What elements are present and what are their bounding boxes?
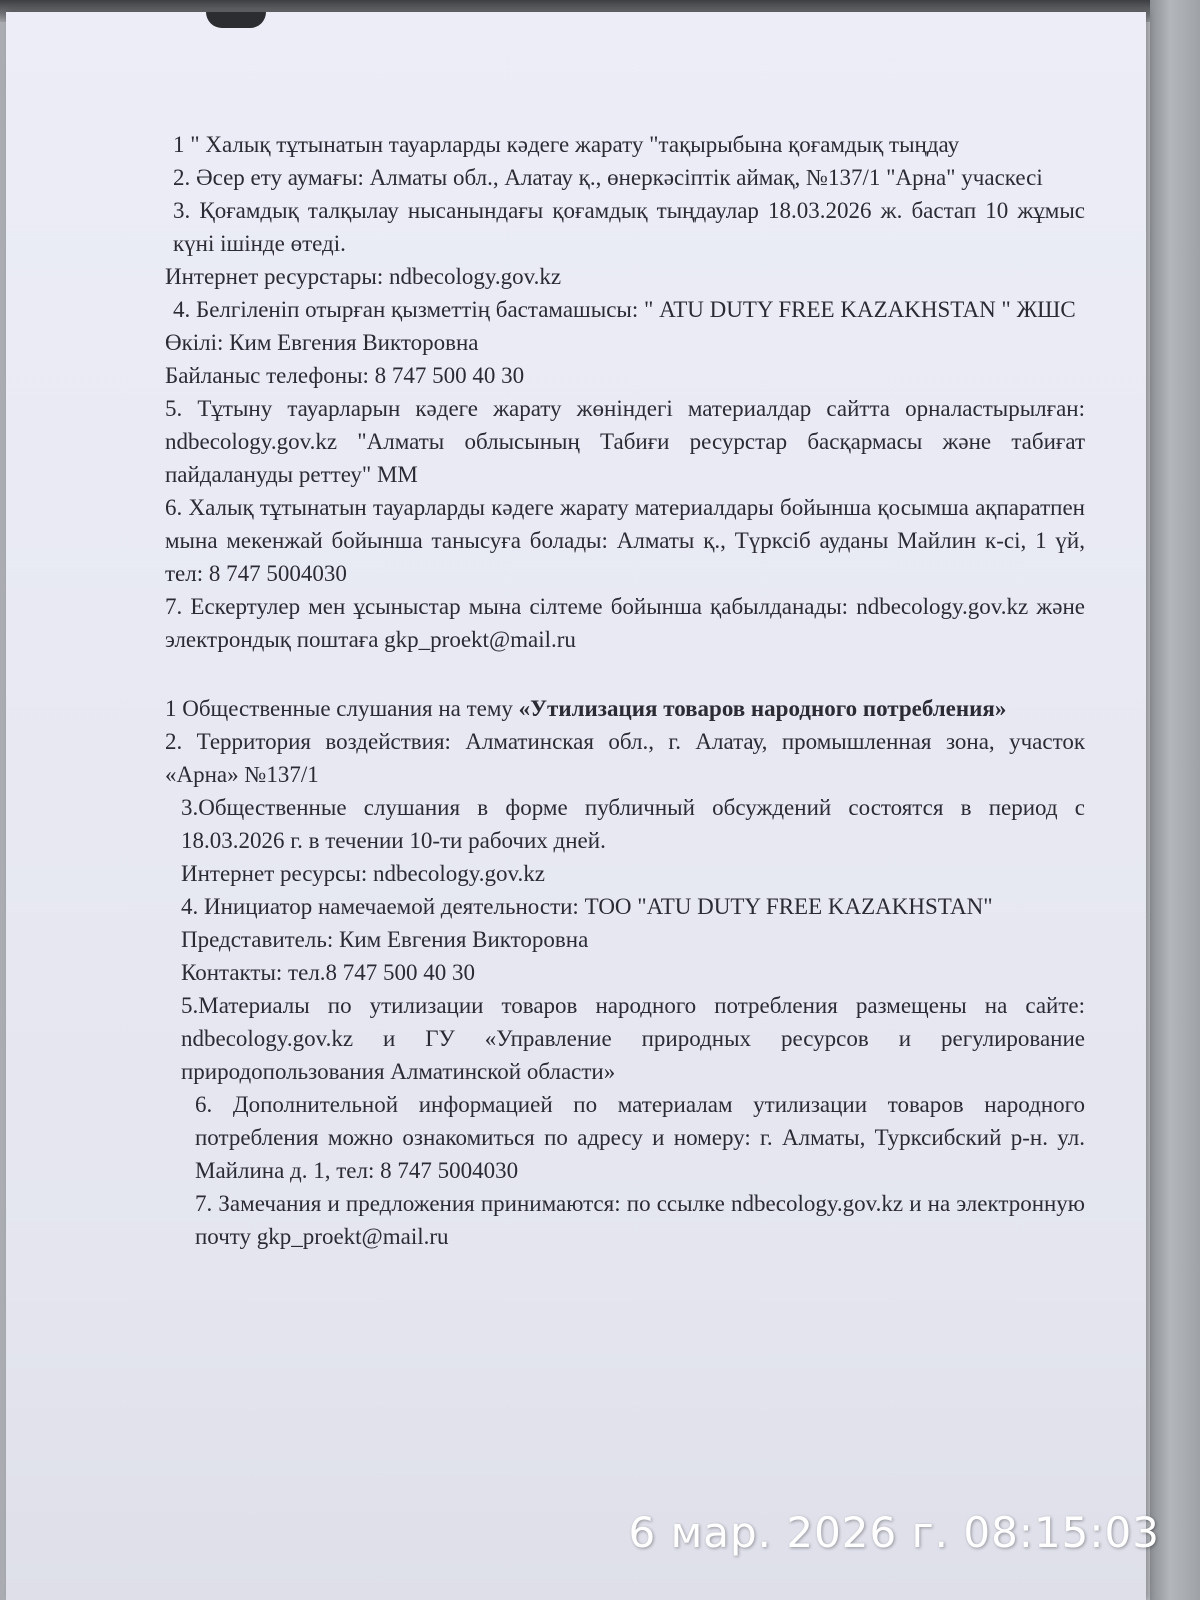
kk-phone: Байланыс телефоны: 8 747 500 40 30: [165, 363, 525, 388]
paper-clip: [206, 12, 266, 28]
kk-item-4: 4. Белгіленіп отырған қызметтің бастамашысы: " ATU DUTY FREE KAZAKHSTAN " ЖШС: [173, 297, 1076, 322]
metal-frame: [1150, 0, 1200, 1600]
photo-timestamp: 6 мар. 2026 г. 08:15:03: [628, 1508, 1160, 1557]
ru-item-1: [165, 692, 1085, 725]
kk-internet-resources: Интернет ресурстары: ndbecology.gov.kz: [165, 264, 562, 289]
kk-item-2: 2. Әсер ету аумағы: Алматы обл., Алатау қ., өнеркәсіптік аймақ, №137/1 "Арна" учаскесі: [173, 165, 1043, 190]
ru-contacts: Контакты: тел.8 747 500 40 30: [181, 960, 476, 985]
ru-item-1-prefix: 1 Общественные слушания на тему: [165, 696, 519, 721]
kk-item-5: 5. Тұтыну тауарларын кәдеге жарату жөніндегі материалдар сайтта орналастырылған: ndbecology.gov.kz "Алматы облысының Табиғи ресурстар басқармасы және табиғат пайдалануды реттеу" ММ: [165, 396, 1085, 487]
ru-representative: Представитель: Ким Евгения Викторовна: [181, 927, 589, 952]
kk-item-1: 1 " Халық тұтынатын тауарларды кәдеге жарату "тақырыбына қоғамдық тыңдау: [173, 132, 960, 157]
ru-item-7: 7. Замечания и предложения принимаются: по ссылке ndbecology.gov.kz и на электронную почту gkp_proekt@mail.ru: [195, 1191, 1085, 1249]
kk-item-6: 6. Халық тұтынатын тауарларды кәдеге жарату материалдары бойынша қосымша ақпаратпен мына мекенжай бойынша танысуға болады: Алматы қ., Түрксіб ауданы Майлин к-сі, 1 үй, тел: 8 747 5004030: [165, 495, 1085, 586]
ru-item-6: 6. Дополнительной информацией по материалам утилизации товаров народного потребления можно ознакомиться по адресу и номеру: г. Алматы, Турксибский р-н. ул. Майлина д. 1, тел: 8 747 5004030: [195, 1092, 1085, 1183]
ru-item-5: 5.Материалы по утилизации товаров народного потребления размещены на сайте: ndbecology.gov.kz и ГУ «Управление природных ресурсов и регулирование природопользования Алматинской области»: [181, 993, 1085, 1084]
kk-item-3: 3. Қоғамдық талқылау нысанындағы қоғамдық тыңдаулар 18.03.2026 ж. бастап 10 жұмыс күні ішінде өтеді.: [173, 198, 1085, 256]
kk-item-7: 7. Ескертулер мен ұсыныстар мына сілтеме бойынша қабылданады: ndbecology.gov.kz және электрондық поштаға gkp_proekt@mail.ru: [165, 594, 1085, 652]
ru-item-4: 4. Инициатор намечаемой деятельности: ТОО "ATU DUTY FREE KAZAKHSTAN": [181, 894, 993, 919]
ru-item-3: 3.Общественные слушания в форме публичный обсуждений состоятся в период с 18.03.2026 г. в течении 10-ти рабочих дней.: [181, 795, 1085, 853]
kk-representative: Өкілі: Ким Евгения Викторовна: [165, 330, 479, 355]
ru-item-2: 2. Территория воздействия: Алматинская обл., г. Алатау, промышленная зона, участок «Арна» №137/1: [165, 729, 1085, 787]
notice-text: [165, 128, 1085, 1253]
ru-internet-resources: Интернет ресурсы: ndbecology.gov.kz: [181, 861, 546, 886]
ru-topic-title: «Утилизация товаров народного потребления»: [518, 696, 1007, 721]
section-gap: [165, 656, 1085, 692]
